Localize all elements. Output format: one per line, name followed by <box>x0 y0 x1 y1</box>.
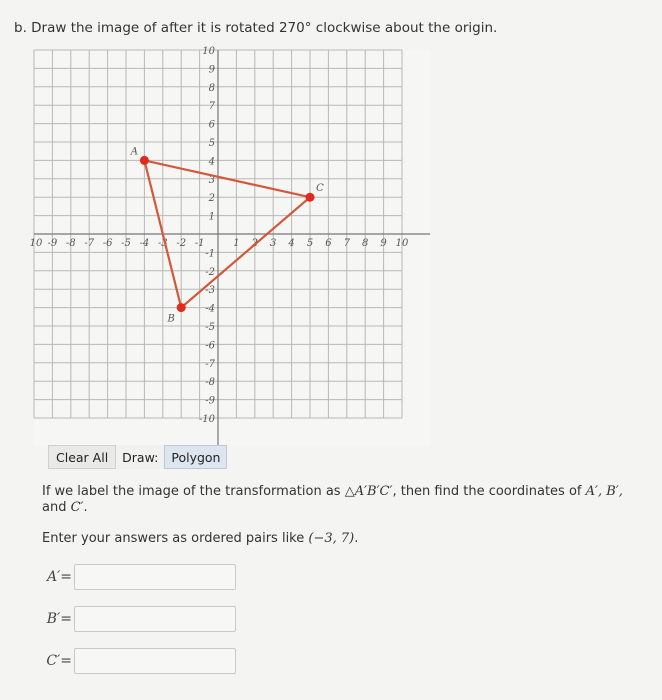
vertex-label-c: C <box>316 183 324 195</box>
x-tick-label: 4 <box>288 238 295 249</box>
answer-row-b <box>40 606 236 632</box>
vertex-point-b <box>177 303 186 312</box>
y-tick-label: 5 <box>208 138 215 149</box>
question-text-before: If we label the image of the transformation as <box>42 484 345 499</box>
example-pair: (−3, 7) <box>308 531 355 546</box>
y-tick-label: 4 <box>208 156 215 168</box>
y-tick-label: 10 <box>202 46 215 57</box>
x-tick-label: 5 <box>306 238 314 249</box>
y-tick-label: 9 <box>208 64 215 76</box>
x-tick-label: -5 <box>121 238 131 249</box>
vertex-point-a <box>140 156 149 165</box>
x-tick-label: -4 <box>139 238 150 249</box>
answer-input-c[interactable] <box>74 648 236 674</box>
x-tick-label: 8 <box>362 238 369 249</box>
x-tick-label: -7 <box>84 238 95 249</box>
x-tick-label: 9 <box>380 238 387 249</box>
y-tick-label: -8 <box>205 377 215 389</box>
question-prompt: b. Draw the image of after it is rotated 270° clockwise about the origin. <box>14 20 498 36</box>
vertex-point-c <box>306 193 315 202</box>
y-tick-label: -3 <box>205 285 215 297</box>
x-tick-label: -9 <box>47 238 58 249</box>
triangle-prime: △A′B′C′ <box>344 484 393 499</box>
answer-label-b: B′= <box>46 611 72 627</box>
y-tick-label: -7 <box>205 358 215 370</box>
y-tick-label: 3 <box>208 174 215 186</box>
coordinate-graph[interactable] <box>29 46 430 446</box>
y-tick-label: 7 <box>208 101 215 113</box>
y-tick-label: -10 <box>198 414 215 425</box>
question-text-and: and <box>42 500 71 515</box>
answer-input-b[interactable] <box>74 606 236 632</box>
y-tick-label: -2 <box>205 266 215 278</box>
x-tick-label: 7 <box>343 238 350 249</box>
y-tick-label: -9 <box>205 395 215 407</box>
graph-toolbar <box>48 445 227 469</box>
y-tick-label: -4 <box>205 303 215 315</box>
y-tick-label: 1 <box>208 211 215 223</box>
polygon-tool-button[interactable]: Polygon <box>164 445 227 469</box>
answer-instruction <box>42 531 358 546</box>
y-tick-label: -1 <box>205 248 215 260</box>
x-tick-label: 10 <box>395 238 409 249</box>
y-tick-label: 8 <box>208 82 215 94</box>
x-tick-label: -6 <box>102 238 113 249</box>
question-text-end: . <box>83 500 88 515</box>
x-tick-label: -8 <box>65 238 76 249</box>
graph-canvas[interactable] <box>29 46 430 446</box>
answer-row-c <box>40 648 236 674</box>
instruction-end: . <box>354 531 359 546</box>
prime-list: A′, B′, <box>585 484 623 499</box>
instruction-text: Enter your answers as ordered pairs like <box>42 531 309 546</box>
answer-row-a <box>40 564 236 590</box>
y-tick-label: 2 <box>208 193 215 205</box>
question-text <box>42 484 642 516</box>
x-tick-label: 6 <box>325 238 332 249</box>
x-tick-label: 10 <box>29 238 43 249</box>
x-tick-label: 1 <box>233 238 240 249</box>
answer-label-a: A′= <box>46 569 72 585</box>
x-tick-label: -1 <box>194 238 205 249</box>
x-tick-label: -2 <box>176 238 187 249</box>
clear-all-button[interactable]: Clear All <box>48 445 116 469</box>
x-tick-label: 2 <box>251 238 258 249</box>
vertex-label-a: A <box>130 146 139 158</box>
y-tick-label: -6 <box>205 340 215 352</box>
vertex-label-b: B <box>167 313 175 325</box>
x-tick-label: -3 <box>157 238 168 249</box>
c-prime: C′ <box>70 500 84 515</box>
y-tick-label: -5 <box>205 322 215 333</box>
draw-label: Draw: <box>116 445 164 469</box>
answer-input-a[interactable] <box>74 564 236 590</box>
question-text-middle: , then find the coordinates of <box>392 484 586 499</box>
answer-label-c: C′= <box>46 653 72 669</box>
y-tick-label: 6 <box>208 119 215 131</box>
x-tick-label: 3 <box>270 238 277 249</box>
